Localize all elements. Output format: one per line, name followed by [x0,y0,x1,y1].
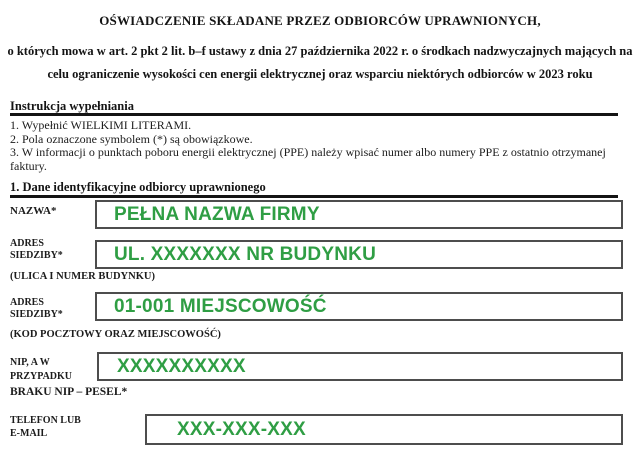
instruction-item-3: 3. W informacji o punktach poboru energii elektrycznej (PPE) należy wpisać numer albo numery PPE z ostatnio otrzymanej faktury. [10,145,606,173]
nazwa-input[interactable] [95,200,623,229]
telefon-label-line1: TELEFON LUB [10,415,81,426]
adres-ulica-label-line2: SIEDZIBY* [10,250,63,261]
adres-ulica-sublabel: (ULICA I NUMER BUDYNKU) [10,271,155,282]
form-title-line1: OŚWIADCZENIE SKŁADANE PRZEZ ODBIORCÓW UPRAWNIONYCH, [99,13,541,28]
nip-label-line3: BRAKU NIP – PESEL* [10,386,128,398]
adres-kod-sublabel: (KOD POCZTOWY ORAZ MIEJSCOWOŚĆ) [10,329,221,340]
adres-ulica-label-line1: ADRES [10,238,44,249]
adres-kod-label-line2: SIEDZIBY* [10,309,63,320]
instruction-item-1: 1. Wypełnić WIELKIMI LITERAMI. [10,118,192,132]
nip-value: XXXXXXXXXX [117,355,246,377]
instructions-heading: Instrukcja wypełniania [10,99,134,113]
instructions-divider [10,113,618,116]
telefon-input[interactable] [145,414,623,445]
adres-kod-label-line1: ADRES [10,297,44,308]
nip-label-line2: PRZYPADKU [10,371,73,382]
instruction-item-2: 2. Pola oznaczone symbolem (*) są obowiązkowe. [10,132,253,146]
form-title-line2: o których mowa w art. 2 pkt 2 lit. b–f ustawy z dnia 27 października 2022 r. o środkach nadzwyczajnych mających na [7,44,633,58]
adres-kod-value: 01-001 MIEJSCOWOŚĆ [114,295,327,317]
form-title-line3: celu ograniczenie wysokości cen energii elektrycznej oraz wsparciu niektórych odbiorców w 2023 roku [47,67,593,81]
telefon-value: XXX-XXX-XXX [177,418,306,440]
adres-ulica-input[interactable] [95,240,623,269]
nip-label-line1: NIP, A W [10,357,50,368]
telefon-label-line2: E-MAIL [10,428,48,439]
nip-input[interactable] [97,352,623,381]
nazwa-value: PEŁNA NAZWA FIRMY [114,203,320,225]
adres-ulica-value: UL. XXXXXXX NR BUDYNKU [114,243,376,265]
adres-kod-input[interactable] [95,292,623,321]
nazwa-label: NAZWA* [10,205,57,217]
section1-divider [10,195,618,198]
section1-heading: 1. Dane identyfikacyjne odbiorcy uprawnionego [10,180,266,194]
